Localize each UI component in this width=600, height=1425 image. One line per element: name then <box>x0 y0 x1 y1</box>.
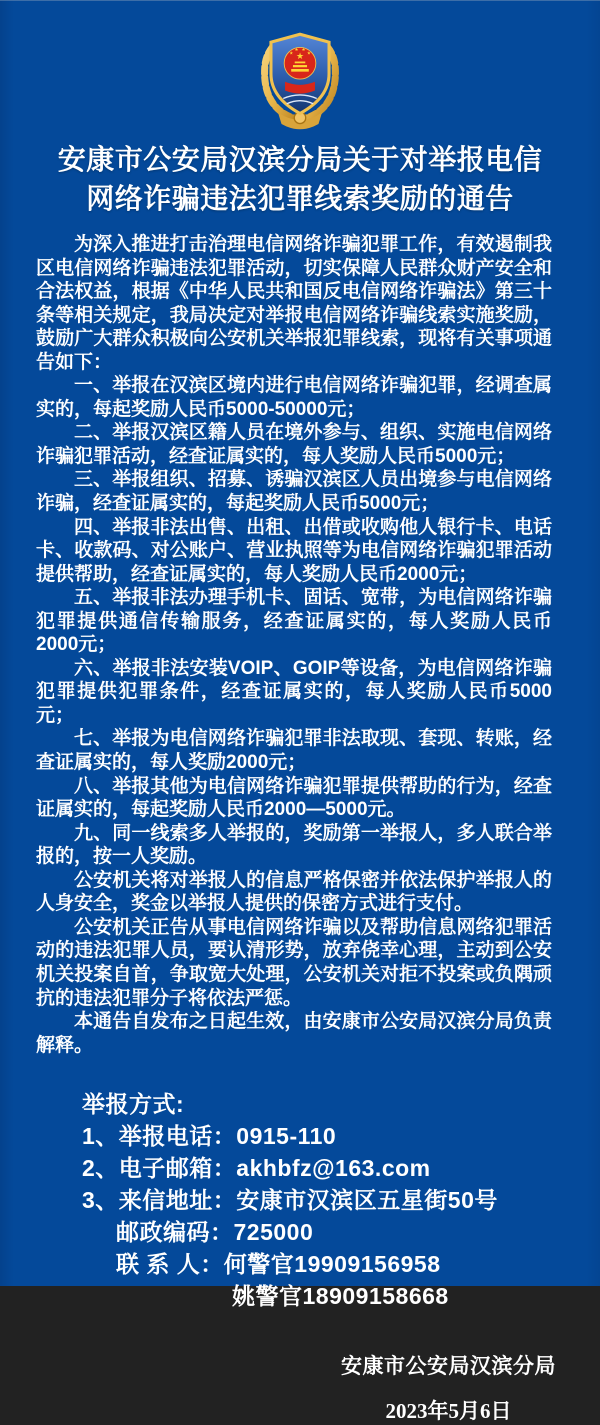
body-paragraph-item-4: 四、举报非法出售、出租、出借或收购他人银行卡、电话卡、收款码、对公账户、营业执照等为电信网络诈骗犯罪活动提供帮助，经查证属实的，每人奖励人民币2000元； <box>36 516 552 585</box>
badge-container <box>0 28 600 132</box>
body-paragraph-item-1: 一、举报在汉滨区境内进行电信网络诈骗犯罪，经调查属实的，每起奖励人民币5000-50000元； <box>36 375 552 420</box>
report-method-address: 3、来信地址：安康市汉滨区五星街50号 <box>82 1187 498 1214</box>
svg-text:★: ★ <box>289 50 294 56</box>
issue-date: 2023年5月6日 <box>385 1399 512 1424</box>
report-methods-heading: 举报方式: <box>82 1091 185 1118</box>
body-paragraph-item-2: 二、举报汉滨区籍人员在境外参与、组织、实施电信网络诈骗犯罪活动，经查证属实的，每人奖励人民币5000元； <box>36 422 552 467</box>
notice-footer <box>0 1352 600 1425</box>
police-badge-icon <box>256 28 344 132</box>
svg-text:★: ★ <box>306 50 311 56</box>
report-method-contact-2: 姚警官18909158668 <box>232 1283 449 1310</box>
notice-title-line2: 网络诈骗违法犯罪线索奖励的通告 <box>86 183 514 214</box>
report-method-contact-1: 联 系 人：何警官19909156958 <box>116 1251 441 1278</box>
report-method-phone: 1、举报电话：0915-110 <box>82 1123 337 1150</box>
signature-block <box>341 1352 556 1425</box>
svg-text:★: ★ <box>294 46 299 52</box>
body-paragraph-item-6: 六、举报非法安装VOIP、GOIP等设备，为电信网络诈骗犯罪提供犯罪条件，经查证属实的，每人奖励人民币5000元； <box>36 657 552 726</box>
notice-body <box>36 233 552 1057</box>
body-paragraph-item-8: 八、举报其他为电信网络诈骗犯罪提供帮助的行为，经查证属实的，每起奖励人民币2000—5000元。 <box>36 775 552 821</box>
body-paragraph-item-5: 五、举报非法办理手机卡、固话、宽带，为电信网络诈骗犯罪提供通信传输服务，经查证属实的，每人奖励人民币2000元； <box>36 587 552 656</box>
report-method-postcode: 邮政编码：725000 <box>116 1219 314 1246</box>
report-method-email: 2、电子邮箱：akhbfz@163.com <box>82 1155 431 1182</box>
svg-text:★: ★ <box>296 50 304 61</box>
notice-title <box>0 140 600 218</box>
body-paragraph-effective: 本通告自发布之日起生效，由安康市公安局汉滨分局负责解释。 <box>36 1011 552 1056</box>
body-paragraph-intro: 为深入推进打击治理电信网络诈骗犯罪工作，有效遏制我区电信网络诈骗违法犯罪活动，切实保障人民群众财产安全和合法权益，根据《中华人民共和国反电信网络诈骗法》第三十条等相关规定，我局决定对举报电信网络诈骗线索实施奖励，鼓励广大群众积极向公安机关举报犯罪线索，现将有关事项通告如下： <box>36 234 552 373</box>
report-methods <box>82 1088 560 1312</box>
body-paragraph-item-3: 三、举报组织、招募、诱骗汉滨区人员出境参与电信网络诈骗，经查证属实的，每起奖励人民币5000元； <box>36 469 552 515</box>
body-paragraph-warning: 公安机关正告从事电信网络诈骗以及帮助信息网络犯罪活动的违法犯罪人员，要认清形势，放弃侥幸心理，主动到公安机关投案自首，争取宽大处理，公安机关对拒不投案或负隅顽抗的违法犯罪分子将依法严惩。 <box>36 916 552 1009</box>
body-paragraph-item-7: 七、举报为电信网络诈骗犯罪非法取现、套现、转账，经查证属实的，每人奖励2000元； <box>36 728 552 774</box>
issuer-name: 安康市公安局汉滨分局 <box>341 1354 556 1379</box>
body-paragraph-item-9: 九、同一线索多人举报的，奖励第一举报人，多人联合举报的，按一人奖励。 <box>36 822 552 868</box>
svg-text:★: ★ <box>301 46 306 52</box>
body-paragraph-confidentiality: 公安机关将对举报人的信息严格保密并依法保护举报人的人身安全，奖金以举报人提供的保密方式进行支付。 <box>36 869 552 915</box>
notice-title-line1: 安康市公安局汉滨分局关于对举报电信 <box>57 144 543 175</box>
